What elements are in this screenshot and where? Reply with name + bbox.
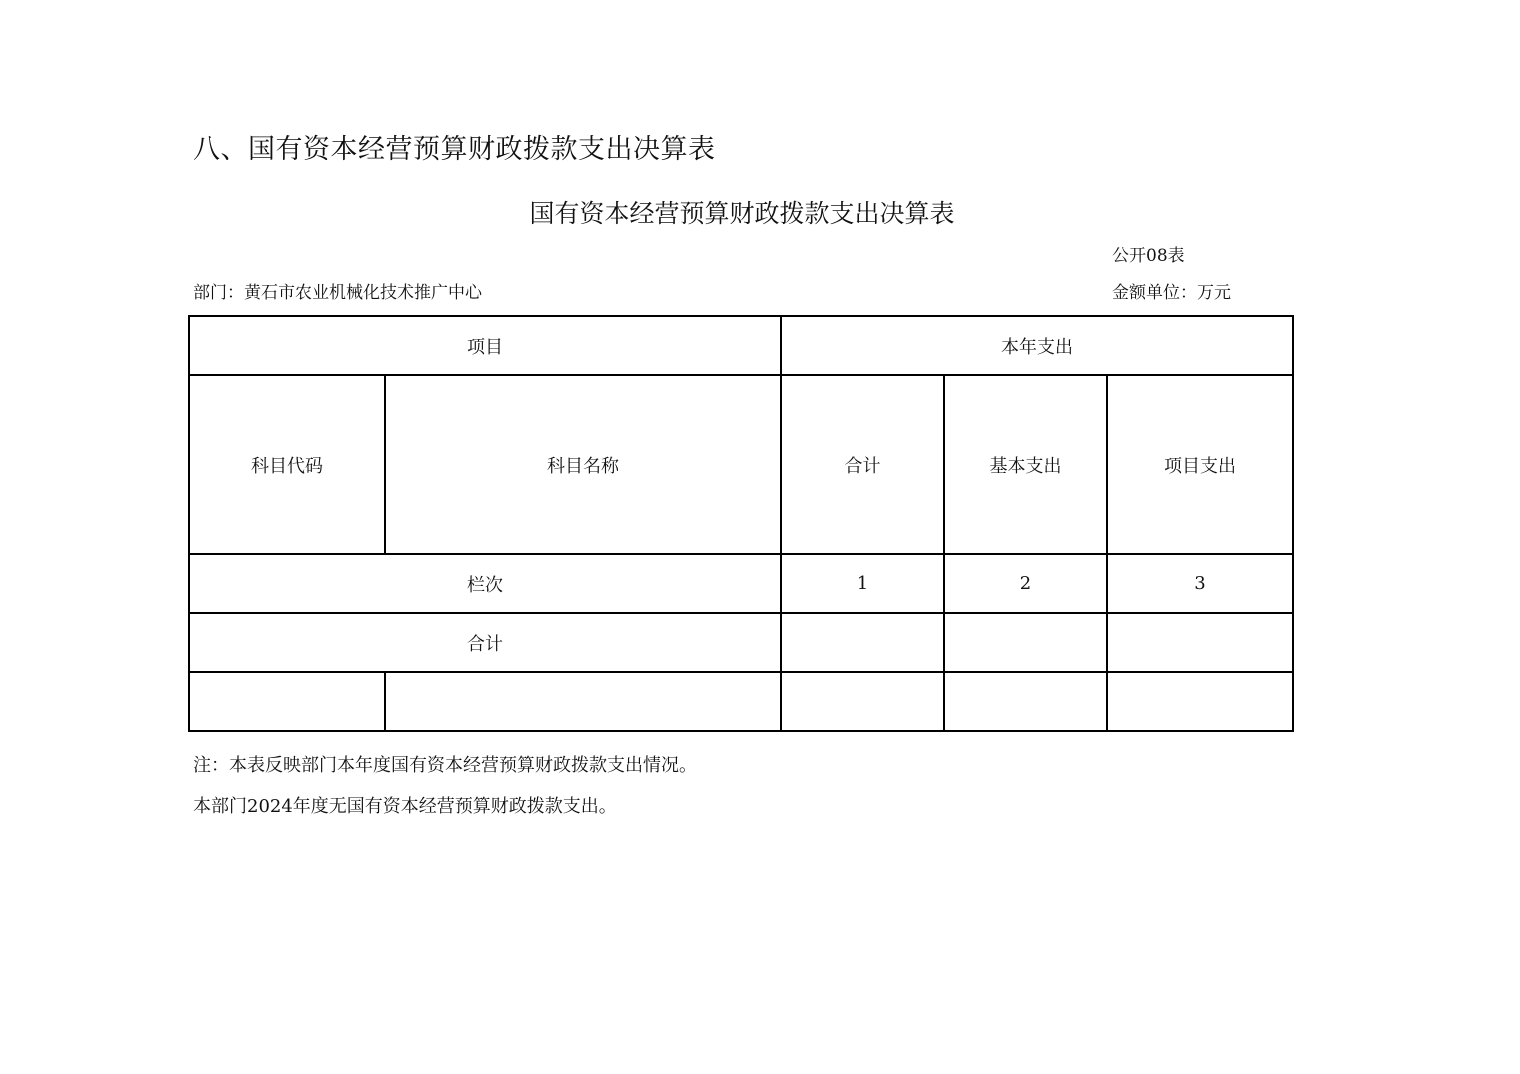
table-total-row [189, 613, 1293, 672]
table-header-row [189, 316, 1293, 375]
column-total: 合计 [781, 375, 944, 554]
department-label: 部门：黄石市农业机械化技术推广中心 [193, 283, 482, 303]
index-cell-1: 1 [781, 554, 944, 613]
table-row [189, 672, 1293, 731]
column-subject-name: 科目名称 [385, 375, 781, 554]
total-label: 合计 [189, 613, 781, 672]
table-cell [944, 672, 1107, 731]
expenditure-table [188, 315, 1294, 732]
table-cell [385, 672, 781, 731]
column-basic-expense: 基本支出 [944, 375, 1107, 554]
total-project-cell [1107, 613, 1293, 672]
table-title: 国有资本经营预算财政拨款支出决算表 [529, 199, 955, 228]
index-cell-2: 2 [944, 554, 1107, 613]
column-project-expense: 项目支出 [1107, 375, 1293, 554]
column-subject-code: 科目代码 [189, 375, 385, 554]
index-cell-3: 3 [1107, 554, 1293, 613]
table-index-row [189, 554, 1293, 613]
header-item: 项目 [189, 316, 781, 375]
total-value-cell [781, 613, 944, 672]
amount-unit: 金额单位：万元 [1112, 283, 1231, 303]
table-subheader-row [189, 375, 1293, 554]
table-cell [189, 672, 385, 731]
table-note: 注：本表反映部门本年度国有资本经营预算财政拨款支出情况。 [193, 755, 697, 776]
section-title: 八、国有资本经营预算财政拨款支出决算表 [193, 134, 716, 165]
no-expense-statement: 本部门2024年度无国有资本经营预算财政拨款支出。 [193, 796, 617, 817]
form-number: 公开08表 [1112, 246, 1185, 266]
table-cell [781, 672, 944, 731]
table-cell [1107, 672, 1293, 731]
total-basic-cell [944, 613, 1107, 672]
header-annual-expense: 本年支出 [781, 316, 1293, 375]
row-index-label: 栏次 [189, 554, 781, 613]
